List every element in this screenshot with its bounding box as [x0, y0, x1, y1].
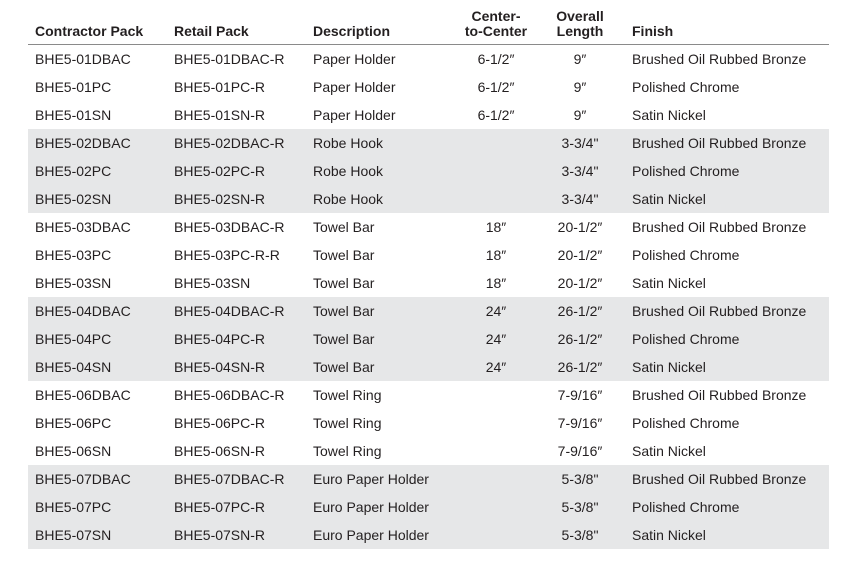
finish-cell: Brushed Oil Rubbed Bronze: [632, 51, 807, 67]
overall-length-cell: 26-1/2″: [557, 331, 603, 347]
finish-cell: Satin Nickel: [632, 107, 706, 123]
overall-length-cell: 5-3/8": [561, 471, 599, 487]
center-to-center-cell: 6-1/2″: [477, 107, 515, 123]
header-overall-length-line1: Overall: [556, 8, 604, 24]
retail-pack-cell: BHE5-04DBAC-R: [174, 303, 285, 319]
overall-length-cell: 26-1/2″: [557, 303, 603, 319]
table-row: [28, 353, 829, 381]
description-cell: Towel Bar: [313, 359, 375, 375]
description-cell: Towel Bar: [313, 331, 375, 347]
description-cell: Robe Hook: [313, 135, 384, 151]
finish-cell: Polished Chrome: [632, 499, 740, 515]
overall-length-cell: 9″: [573, 51, 587, 67]
description-cell: Towel Ring: [313, 443, 382, 459]
table-row: [28, 381, 829, 409]
center-to-center-cell: [446, 493, 546, 521]
table-row: [28, 521, 829, 549]
finish-cell: Polished Chrome: [632, 331, 740, 347]
table-row: [28, 129, 829, 157]
center-to-center-cell: [446, 465, 546, 493]
retail-pack-cell: BHE5-06DBAC-R: [174, 387, 285, 403]
overall-length-cell: 3-3/4": [561, 191, 599, 207]
center-to-center-cell: 24″: [485, 359, 507, 375]
retail-pack-cell: BHE5-06PC-R: [174, 415, 266, 431]
header-center-to-center-line2: to-Center: [464, 23, 528, 39]
overall-length-cell: 5-3/8": [561, 499, 599, 515]
table-header: [28, 0, 829, 45]
contractor-pack-cell: BHE5-04PC: [35, 331, 112, 347]
table-row: [28, 45, 829, 73]
product-table: [28, 0, 829, 549]
contractor-pack-cell: BHE5-04SN: [35, 359, 112, 375]
center-to-center-cell: [446, 437, 546, 465]
retail-pack-cell: BHE5-04PC-R: [174, 331, 266, 347]
center-to-center-cell: 18″: [485, 219, 507, 235]
row-group: [28, 129, 829, 213]
contractor-pack-cell: BHE5-02PC: [35, 163, 112, 179]
retail-pack-cell: BHE5-03SN: [174, 275, 251, 291]
table-row: [28, 297, 829, 325]
table-row: [28, 437, 829, 465]
description-cell: Towel Ring: [313, 387, 382, 403]
center-to-center-cell: [446, 521, 546, 549]
table-row: [28, 269, 829, 297]
contractor-pack-cell: BHE5-01SN: [35, 107, 112, 123]
description-cell: Towel Bar: [313, 219, 375, 235]
center-to-center-cell: 18″: [485, 275, 507, 291]
description-cell: Paper Holder: [313, 51, 396, 67]
retail-pack-cell: BHE5-07PC-R: [174, 499, 266, 515]
table-row: [28, 101, 829, 129]
contractor-pack-cell: BHE5-06DBAC: [35, 387, 131, 403]
contractor-pack-cell: BHE5-06SN: [35, 443, 112, 459]
finish-cell: Polished Chrome: [632, 415, 740, 431]
row-group: [28, 45, 829, 129]
retail-pack-cell: BHE5-03DBAC-R: [174, 219, 285, 235]
contractor-pack-cell: BHE5-03DBAC: [35, 219, 131, 235]
table-row: [28, 157, 829, 185]
description-cell: Paper Holder: [313, 107, 396, 123]
description-cell: Euro Paper Holder: [313, 471, 429, 487]
overall-length-cell: 9″: [573, 79, 587, 95]
header-center-to-center: [446, 9, 546, 39]
row-group: [28, 213, 829, 297]
table-row: [28, 465, 829, 493]
row-group: [28, 465, 829, 549]
header-contractor-pack: Contractor Pack: [35, 23, 144, 39]
retail-pack-cell: BHE5-02DBAC-R: [174, 135, 285, 151]
finish-cell: Satin Nickel: [632, 359, 706, 375]
center-to-center-cell: 18″: [485, 247, 507, 263]
finish-cell: Satin Nickel: [632, 275, 706, 291]
finish-cell: Brushed Oil Rubbed Bronze: [632, 303, 807, 319]
center-to-center-cell: [446, 157, 546, 185]
overall-length-cell: 26-1/2″: [557, 359, 603, 375]
center-to-center-cell: [446, 381, 546, 409]
table-row: [28, 213, 829, 241]
retail-pack-cell: BHE5-04SN-R: [174, 359, 266, 375]
table-row: [28, 409, 829, 437]
retail-pack-cell: BHE5-07SN-R: [174, 527, 266, 543]
header-retail-pack: Retail Pack: [174, 23, 249, 39]
contractor-pack-cell: BHE5-04DBAC: [35, 303, 131, 319]
retail-pack-cell: BHE5-01SN-R: [174, 107, 266, 123]
center-to-center-cell: [446, 185, 546, 213]
finish-cell: Satin Nickel: [632, 443, 706, 459]
description-cell: Robe Hook: [313, 163, 384, 179]
description-cell: Robe Hook: [313, 191, 384, 207]
center-to-center-cell: [446, 129, 546, 157]
table-row: [28, 185, 829, 213]
finish-cell: Polished Chrome: [632, 247, 740, 263]
table-body: [28, 45, 829, 549]
finish-cell: Brushed Oil Rubbed Bronze: [632, 387, 807, 403]
description-cell: Towel Ring: [313, 415, 382, 431]
finish-cell: Polished Chrome: [632, 79, 740, 95]
center-to-center-cell: 6-1/2″: [477, 79, 515, 95]
contractor-pack-cell: BHE5-07SN: [35, 527, 112, 543]
overall-length-cell: 7-9/16″: [557, 387, 603, 403]
finish-cell: Polished Chrome: [632, 163, 740, 179]
contractor-pack-cell: BHE5-07PC: [35, 499, 112, 515]
table-row: [28, 73, 829, 101]
finish-cell: Brushed Oil Rubbed Bronze: [632, 471, 807, 487]
overall-length-cell: 20-1/2″: [557, 247, 603, 263]
finish-cell: Satin Nickel: [632, 527, 706, 543]
description-cell: Towel Bar: [313, 247, 375, 263]
retail-pack-cell: BHE5-07DBAC-R: [174, 471, 285, 487]
retail-pack-cell: BHE5-01DBAC-R: [174, 51, 285, 67]
table-row: [28, 493, 829, 521]
finish-cell: Brushed Oil Rubbed Bronze: [632, 135, 807, 151]
header-overall-length: [532, 9, 628, 39]
description-cell: Euro Paper Holder: [313, 499, 429, 515]
center-to-center-cell: 24″: [485, 303, 507, 319]
overall-length-cell: 5-3/8": [561, 527, 599, 543]
contractor-pack-cell: BHE5-03SN: [35, 275, 112, 291]
description-cell: Euro Paper Holder: [313, 527, 429, 543]
header-center-to-center-line1: Center-: [471, 8, 521, 24]
row-group: [28, 381, 829, 465]
description-cell: Towel Bar: [313, 303, 375, 319]
overall-length-cell: 3-3/4": [561, 163, 599, 179]
center-to-center-cell: 6-1/2″: [477, 51, 515, 67]
overall-length-cell: 20-1/2″: [557, 275, 603, 291]
overall-length-cell: 7-9/16″: [557, 415, 603, 431]
center-to-center-cell: 24″: [485, 331, 507, 347]
retail-pack-cell: BHE5-01PC-R: [174, 79, 266, 95]
overall-length-cell: 3-3/4": [561, 135, 599, 151]
contractor-pack-cell: BHE5-02DBAC: [35, 135, 131, 151]
retail-pack-cell: BHE5-02SN-R: [174, 191, 266, 207]
description-cell: Paper Holder: [313, 79, 396, 95]
header-finish: Finish: [632, 23, 674, 39]
finish-cell: Satin Nickel: [632, 191, 706, 207]
finish-cell: Brushed Oil Rubbed Bronze: [632, 219, 807, 235]
contractor-pack-cell: BHE5-03PC: [35, 247, 112, 263]
description-cell: Towel Bar: [313, 275, 375, 291]
contractor-pack-cell: BHE5-01DBAC: [35, 51, 131, 67]
retail-pack-cell: BHE5-03PC-R-R: [174, 247, 280, 263]
retail-pack-cell: BHE5-02PC-R: [174, 163, 266, 179]
contractor-pack-cell: BHE5-01PC: [35, 79, 112, 95]
overall-length-cell: 9″: [573, 107, 587, 123]
center-to-center-cell: [446, 409, 546, 437]
header-overall-length-line2: Length: [556, 23, 604, 39]
overall-length-cell: 20-1/2″: [557, 219, 603, 235]
table-row: [28, 241, 829, 269]
row-group: [28, 297, 829, 381]
contractor-pack-cell: BHE5-02SN: [35, 191, 112, 207]
retail-pack-cell: BHE5-06SN-R: [174, 443, 266, 459]
header-description: Description: [313, 23, 391, 39]
contractor-pack-cell: BHE5-07DBAC: [35, 471, 131, 487]
table-row: [28, 325, 829, 353]
contractor-pack-cell: BHE5-06PC: [35, 415, 112, 431]
overall-length-cell: 7-9/16″: [557, 443, 603, 459]
